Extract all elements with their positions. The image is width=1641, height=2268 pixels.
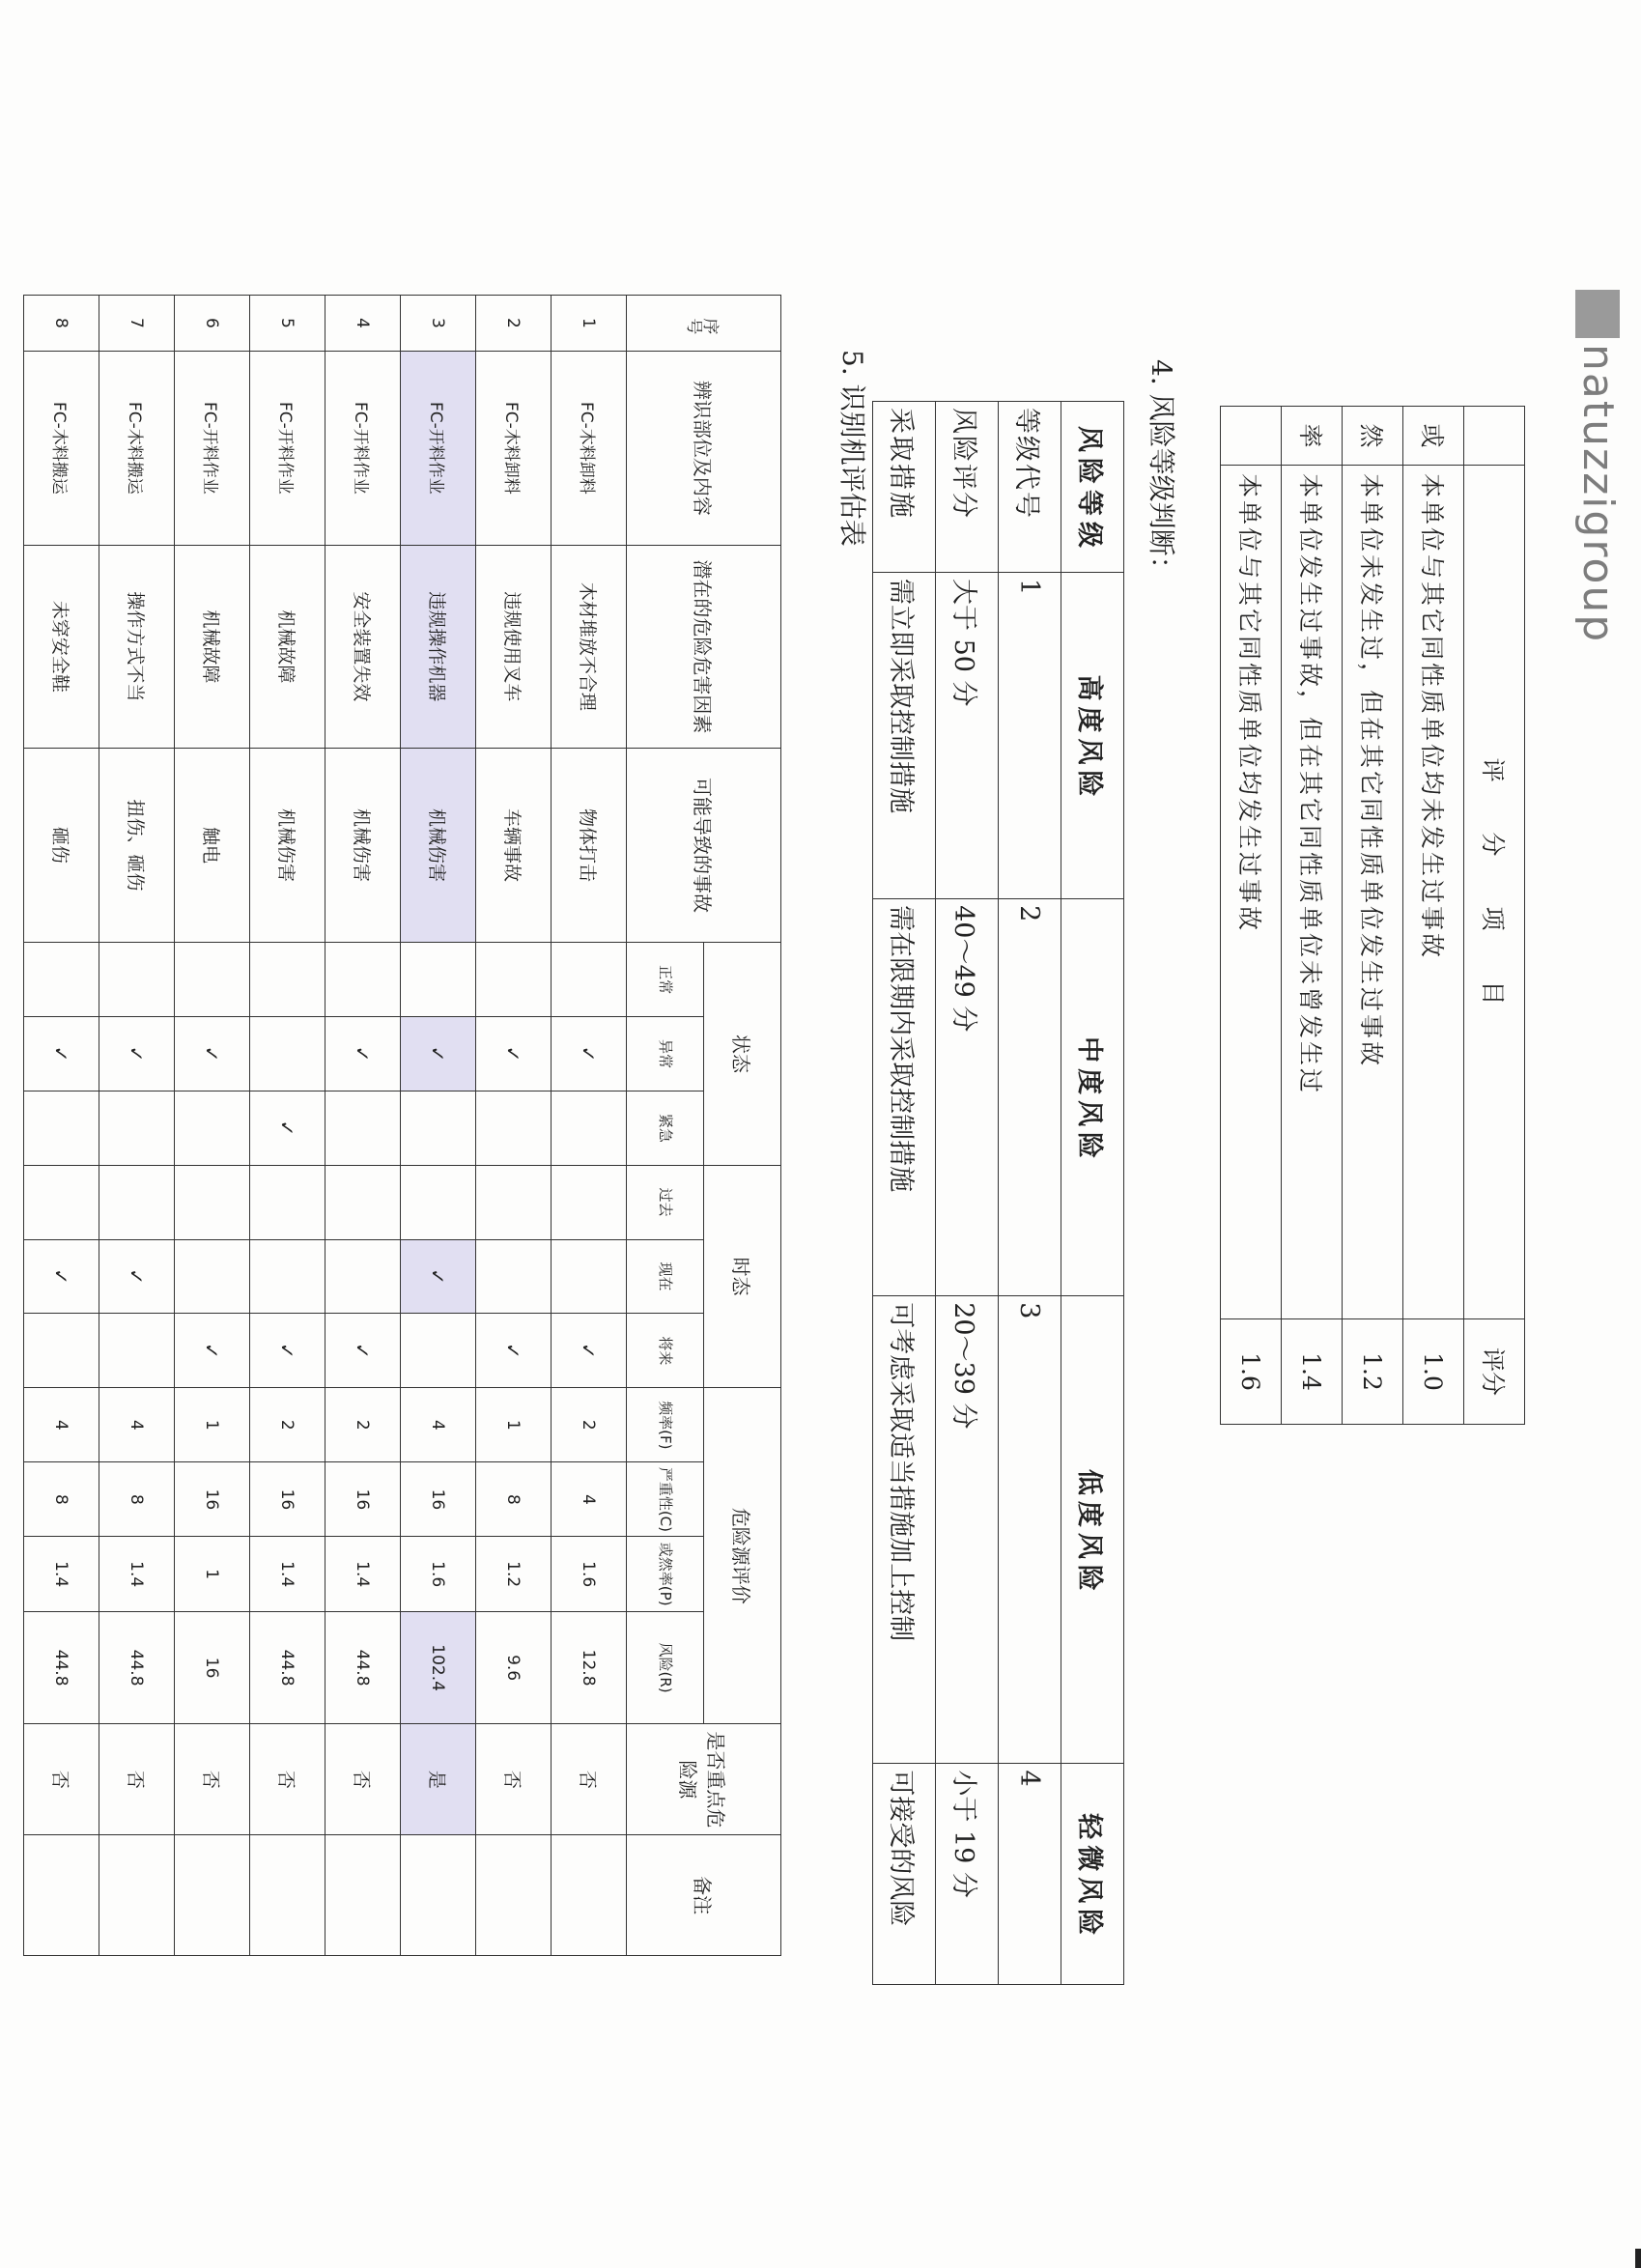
- tense-future-cell: ✓: [250, 1314, 325, 1388]
- item-header: 评 分 项 目: [1464, 466, 1525, 1319]
- table-row: [476, 296, 552, 1956]
- state-emergency-header: 紧急: [627, 1091, 704, 1165]
- hazard-cell: 违规使用叉车: [476, 545, 552, 748]
- row-header-level: 风险等级: [1061, 402, 1124, 573]
- key-hazard-cell: 否: [250, 1724, 325, 1835]
- risk-cell: 9.6: [476, 1611, 552, 1723]
- state-emergency-cell: [175, 1091, 250, 1165]
- hazard-cell: 机械故障: [175, 545, 250, 748]
- tense-past-cell: [99, 1165, 175, 1239]
- state-normal-cell: [24, 943, 99, 1017]
- state-emergency-cell: [24, 1091, 99, 1165]
- code-cell: 2: [999, 899, 1061, 1296]
- row-label: 然: [1343, 407, 1403, 466]
- score-cell: 大于 50 分: [936, 573, 999, 899]
- table-row: [1343, 407, 1403, 1425]
- state-abnormal-cell: ✓: [24, 1017, 99, 1091]
- state-normal-cell: [552, 943, 627, 1017]
- tense-past-header: 过去: [627, 1165, 704, 1239]
- code-cell: 3: [999, 1296, 1061, 1764]
- level-minor: 轻微风险: [1061, 1764, 1124, 1985]
- tense-present-cell: [250, 1239, 325, 1314]
- key-hazard-cell: 否: [175, 1724, 250, 1835]
- row-item: 本单位与其它同性质单位均发生过事故: [1221, 466, 1282, 1319]
- accident-cell: 机械伤害: [401, 748, 476, 942]
- state-abnormal-cell: ✓: [175, 1017, 250, 1091]
- part-cell: FC-开料作业: [325, 351, 401, 545]
- remark-cell: [24, 1835, 99, 1956]
- severity-cell: 16: [175, 1462, 250, 1537]
- state-normal-cell: [476, 943, 552, 1017]
- seq-cell: 8: [24, 296, 99, 352]
- level-low: 低度风险: [1061, 1296, 1124, 1764]
- severity-cell: 8: [476, 1462, 552, 1537]
- table-row: [552, 296, 627, 1956]
- probability-cell: 1.4: [250, 1537, 325, 1611]
- hazard-cell: 安全装置失效: [325, 545, 401, 748]
- score-row: [936, 402, 999, 1985]
- company-logo: [1571, 290, 1624, 657]
- accident-cell: 车辆事故: [476, 748, 552, 942]
- row-item: 本单位与其它同性质单位均未发生过事故: [1403, 466, 1464, 1319]
- seq-cell: 4: [325, 296, 401, 352]
- state-normal-cell: [401, 943, 476, 1017]
- severity-cell: 8: [24, 1462, 99, 1537]
- part-cell: FC-木料卸料: [552, 351, 627, 545]
- row-header-action: 采取措施: [873, 402, 936, 573]
- remark-header: 备注: [627, 1835, 781, 1956]
- accident-cell: 砸伤: [24, 748, 99, 942]
- state-emergency-cell: [401, 1091, 476, 1165]
- tense-future-cell: [99, 1314, 175, 1388]
- hazard-cell: 未穿安全鞋: [24, 545, 99, 748]
- risk-cell: 16: [175, 1611, 250, 1723]
- tense-future-cell: ✓: [552, 1314, 627, 1388]
- action-cell: 需在限期内采取控制措施: [873, 899, 936, 1296]
- remark-cell: [552, 1835, 627, 1956]
- row-label: 率: [1282, 407, 1343, 466]
- hazard-evaluation-table: [23, 295, 781, 1956]
- frequency-cell: 2: [552, 1388, 627, 1462]
- header-row-1: [704, 296, 781, 1956]
- frequency-header: 频率(F): [627, 1388, 704, 1462]
- tense-present-cell: ✓: [99, 1239, 175, 1314]
- severity-cell: 4: [552, 1462, 627, 1537]
- risk-cell: 44.8: [99, 1611, 175, 1723]
- state-normal-cell: [99, 943, 175, 1017]
- risk-cell: 44.8: [325, 1611, 401, 1723]
- score-cell: 20～39 分: [936, 1296, 999, 1764]
- section-4-title: 4. 风险等级判断：: [1146, 359, 1177, 583]
- action-row: [873, 402, 936, 1985]
- state-abnormal-cell: ✓: [401, 1017, 476, 1091]
- row-score: 1.2: [1343, 1319, 1403, 1425]
- part-header: 辨识部位及内容: [627, 351, 781, 545]
- state-emergency-cell: [99, 1091, 175, 1165]
- level-row: [1061, 402, 1124, 1985]
- hazard-table-body: [24, 296, 627, 1956]
- state-abnormal-cell: ✓: [325, 1017, 401, 1091]
- frequency-cell: 2: [250, 1388, 325, 1462]
- remark-cell: [325, 1835, 401, 1956]
- frequency-cell: 4: [401, 1388, 476, 1462]
- state-abnormal-header: 异常: [627, 1017, 704, 1091]
- risk-level-table: [872, 401, 1124, 1985]
- tense-past-cell: [250, 1165, 325, 1239]
- key-hazard-cell: 否: [24, 1724, 99, 1835]
- hazard-cell: 操作方式不当: [99, 545, 175, 748]
- eval-header: 危险源评价: [704, 1388, 781, 1724]
- remark-cell: [250, 1835, 325, 1956]
- table-row: [1221, 407, 1282, 1425]
- scan-mark: [1635, 2249, 1641, 2268]
- accident-header: 可能导致的事故: [627, 748, 781, 942]
- code-cell: 1: [999, 573, 1061, 899]
- tense-future-cell: ✓: [476, 1314, 552, 1388]
- part-cell: FC-开料作业: [401, 351, 476, 545]
- accident-cell: 机械伤害: [325, 748, 401, 942]
- table-row: [250, 296, 325, 1956]
- seq-cell: 7: [99, 296, 175, 352]
- tense-present-cell: [175, 1239, 250, 1314]
- state-emergency-cell: [325, 1091, 401, 1165]
- risk-header: 风险(R): [627, 1611, 704, 1723]
- probability-cell: 1.4: [325, 1537, 401, 1611]
- label-cell: [1464, 407, 1525, 466]
- risk-cell: 44.8: [250, 1611, 325, 1723]
- logo-mark: [1575, 290, 1620, 338]
- part-cell: FC-开料作业: [175, 351, 250, 545]
- tense-present-header: 现在: [627, 1239, 704, 1314]
- frequency-cell: 4: [24, 1388, 99, 1462]
- row-header-code: 等级代号: [999, 402, 1061, 573]
- table-row: [325, 296, 401, 1956]
- state-header: 状态: [704, 943, 781, 1166]
- seq-cell: 6: [175, 296, 250, 352]
- severity-cell: 8: [99, 1462, 175, 1537]
- tense-present-cell: [552, 1239, 627, 1314]
- tense-present-cell: [325, 1239, 401, 1314]
- row-score: 1.0: [1403, 1319, 1464, 1425]
- tense-past-cell: [24, 1165, 99, 1239]
- remark-cell: [401, 1835, 476, 1956]
- action-cell: 需立即采取控制措施: [873, 573, 936, 899]
- tense-header: 时态: [704, 1165, 781, 1388]
- tense-future-cell: ✓: [325, 1314, 401, 1388]
- state-normal-cell: [250, 943, 325, 1017]
- accident-cell: 触电: [175, 748, 250, 942]
- state-normal-cell: [175, 943, 250, 1017]
- table-row: [1403, 407, 1464, 1425]
- action-cell: 可考虑采取适当措施加上控制: [873, 1296, 936, 1764]
- severity-cell: 16: [401, 1462, 476, 1537]
- tense-future-cell: [24, 1314, 99, 1388]
- risk-cell: 44.8: [24, 1611, 99, 1723]
- state-emergency-cell: [476, 1091, 552, 1165]
- key-hazard-cell: 否: [476, 1724, 552, 1835]
- score-header: 评分: [1464, 1319, 1525, 1425]
- accident-cell: 机械伤害: [250, 748, 325, 942]
- state-abnormal-cell: ✓: [476, 1017, 552, 1091]
- probability-cell: 1.6: [552, 1537, 627, 1611]
- state-emergency-cell: ✓: [250, 1091, 325, 1165]
- tense-future-header: 将来: [627, 1314, 704, 1388]
- tense-future-cell: ✓: [175, 1314, 250, 1388]
- row-label: [1221, 407, 1282, 466]
- score-cell: 40～49 分: [936, 899, 999, 1296]
- frequency-cell: 1: [476, 1388, 552, 1462]
- row-label: 或: [1403, 407, 1464, 466]
- key-hazard-cell: 否: [325, 1724, 401, 1835]
- state-emergency-cell: [552, 1091, 627, 1165]
- probability-cell: 1.4: [99, 1537, 175, 1611]
- state-abnormal-cell: ✓: [552, 1017, 627, 1091]
- key-hazard-cell: 是: [401, 1724, 476, 1835]
- probability-cell: 1: [175, 1537, 250, 1611]
- tense-present-cell: ✓: [401, 1239, 476, 1314]
- accident-cell: 物体打击: [552, 748, 627, 942]
- tense-present-cell: [476, 1239, 552, 1314]
- probability-cell: 1.2: [476, 1537, 552, 1611]
- severity-header: 严重性(C): [627, 1462, 704, 1537]
- remark-cell: [99, 1835, 175, 1956]
- risk-cell: 102.4: [401, 1611, 476, 1723]
- row-item: 本单位未发生过，但在其它同性质单位发生过事故: [1343, 466, 1403, 1319]
- table-header-row: [1464, 407, 1525, 1425]
- frequency-cell: 1: [175, 1388, 250, 1462]
- part-cell: FC-开料作业: [250, 351, 325, 545]
- state-normal-cell: [325, 943, 401, 1017]
- score-cell: 小于 19 分: [936, 1764, 999, 1985]
- level-high: 高度风险: [1061, 573, 1124, 899]
- remark-cell: [175, 1835, 250, 1956]
- table-row: [1282, 407, 1343, 1425]
- tense-past-cell: [401, 1165, 476, 1239]
- tense-past-cell: [476, 1165, 552, 1239]
- accident-cell: 扭伤、砸伤: [99, 748, 175, 942]
- row-header-score: 风险评分: [936, 402, 999, 573]
- row-score: 1.4: [1282, 1319, 1343, 1425]
- code-row: [999, 402, 1061, 1985]
- risk-cell: 12.8: [552, 1611, 627, 1723]
- severity-cell: 16: [325, 1462, 401, 1537]
- probability-cell: 1.4: [24, 1537, 99, 1611]
- seq-cell: 5: [250, 296, 325, 352]
- action-cell: 可接受的风险: [873, 1764, 936, 1985]
- table-row: [99, 296, 175, 1956]
- code-cell: 4: [999, 1764, 1061, 1985]
- state-normal-header: 正常: [627, 943, 704, 1017]
- tense-past-cell: [175, 1165, 250, 1239]
- tense-future-cell: [401, 1314, 476, 1388]
- hazard-cell: 机械故障: [250, 545, 325, 748]
- frequency-cell: 4: [99, 1388, 175, 1462]
- seq-cell: 2: [476, 296, 552, 352]
- logo-text: natuzzigroup: [1573, 344, 1623, 644]
- table-row: [175, 296, 250, 1956]
- key-hazard-cell: 否: [552, 1724, 627, 1835]
- probability-score-table: [1220, 406, 1525, 1425]
- table-row: [24, 296, 99, 1956]
- part-cell: FC-木料搬运: [24, 351, 99, 545]
- section-5-title: 5. 识别机评估表: [836, 350, 868, 547]
- seq-cell: 3: [401, 296, 476, 352]
- severity-cell: 16: [250, 1462, 325, 1537]
- tense-past-cell: [552, 1165, 627, 1239]
- hazard-cell: 木材堆放不合理: [552, 545, 627, 748]
- tense-present-cell: ✓: [24, 1239, 99, 1314]
- hazard-cell: 违规操作机器: [401, 545, 476, 748]
- row-item: 本单位发生过事故，但在其它同性质单位未曾发生过: [1282, 466, 1343, 1319]
- seq-cell: 1: [552, 296, 627, 352]
- row-score: 1.6: [1221, 1319, 1282, 1425]
- key-hazard-header: 是否重点危险源: [627, 1724, 781, 1835]
- tense-past-cell: [325, 1165, 401, 1239]
- key-hazard-cell: 否: [99, 1724, 175, 1835]
- hazard-header: 潜在的危险危害因素: [627, 545, 781, 748]
- frequency-cell: 2: [325, 1388, 401, 1462]
- probability-cell: 1.6: [401, 1537, 476, 1611]
- level-medium: 中度风险: [1061, 899, 1124, 1296]
- part-cell: FC-木料卸料: [476, 351, 552, 545]
- seq-header: 序号: [627, 296, 781, 352]
- table-row: [401, 296, 476, 1956]
- part-cell: FC-木料搬运: [99, 351, 175, 545]
- state-abnormal-cell: [250, 1017, 325, 1091]
- state-abnormal-cell: ✓: [99, 1017, 175, 1091]
- probability-header: 或然率(P): [627, 1537, 704, 1611]
- remark-cell: [476, 1835, 552, 1956]
